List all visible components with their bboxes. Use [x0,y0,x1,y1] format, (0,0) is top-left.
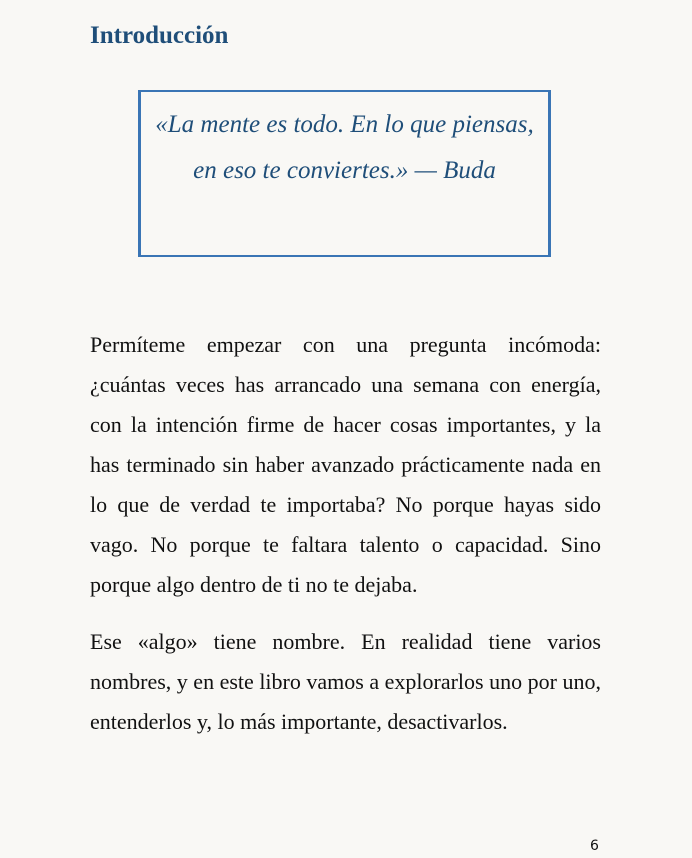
page-number: 6 [590,838,599,854]
body-paragraph-2: Ese «algo» tiene nombre. En realidad tiene varios nombres, y en este libro vamos a explorarlos uno por uno, entenderlos y, lo más importante, desactivarlos. [90,629,601,734]
epigraph-quote: «La mente es todo. En lo que piensas, en eso te conviertes.» — Buda [155,111,534,184]
epigraph-box [138,90,551,257]
chapter-heading: Introducción [90,22,229,49]
body-paragraph-1: Permíteme empezar con una pregunta incómoda: ¿cuántas veces has arrancado una semana con energía, con la intención firme de hacer cosas importantes, y la has terminado sin haber avanzado prácticamente nada en lo que de verdad te importaba? No porque hayas sido vago. No porque te faltara talento o capacidad. Sino porque algo dentro de ti no te dejaba. [90,332,601,597]
